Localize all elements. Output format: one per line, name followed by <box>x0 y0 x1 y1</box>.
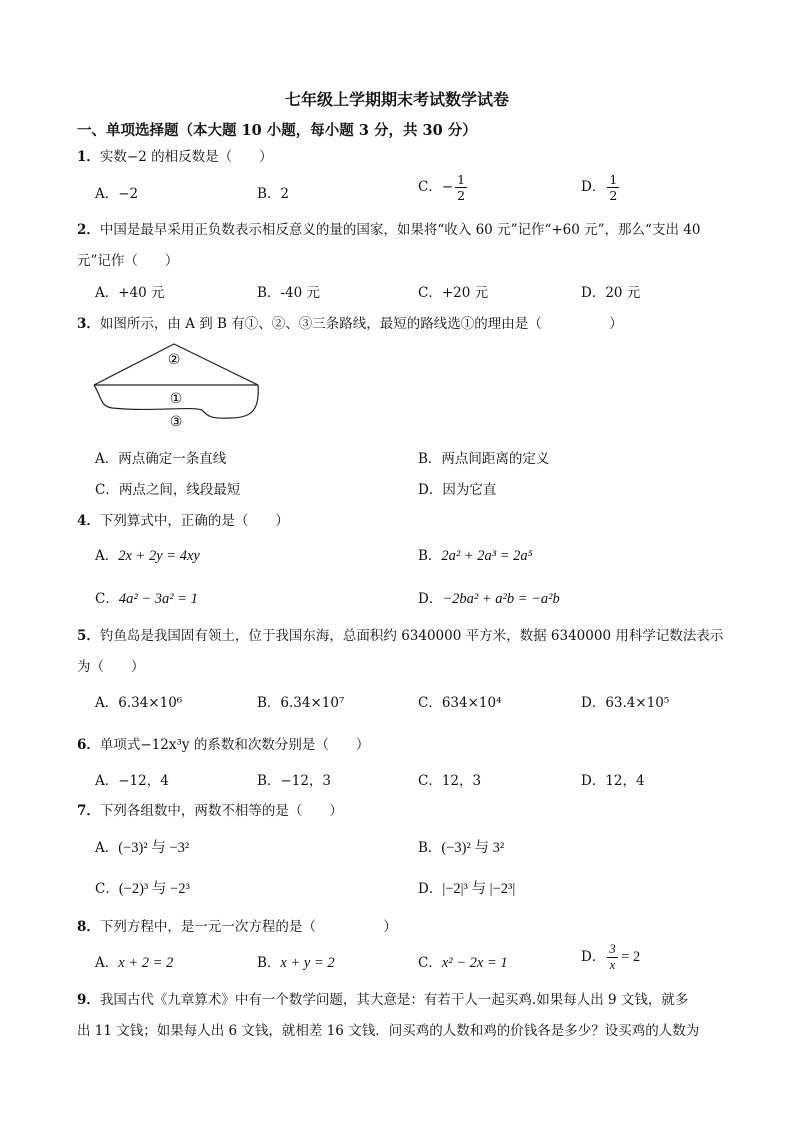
option-b[interactable] <box>418 836 504 857</box>
question-number: 3． <box>77 316 100 332</box>
option-text: 63.4×10⁵ <box>605 695 670 711</box>
question-stem: 钓鱼岛是我国固有领土，位于我国东海，总面积约 6340000 平方米，数据 6340000 用科学记数法表示 <box>99 628 724 644</box>
question-4 <box>77 509 289 529</box>
option-a[interactable] <box>95 951 173 972</box>
option-b[interactable] <box>257 281 320 301</box>
option-d[interactable] <box>418 877 515 898</box>
option-text: 6.34×10⁷ <box>280 695 345 711</box>
option-text: −2 <box>118 186 139 202</box>
option-letter: C． <box>418 773 442 789</box>
option-text: 两点确定一条直线 <box>118 451 227 467</box>
option-b[interactable] <box>418 447 549 467</box>
option-text: 12，3 <box>441 773 482 789</box>
question-1 <box>77 145 273 165</box>
option-d[interactable] <box>581 942 640 973</box>
option-b[interactable] <box>257 769 331 789</box>
option-b[interactable] <box>257 691 344 711</box>
option-formula: |−2|³ 与 |−2³| <box>442 881 516 897</box>
option-letter: D． <box>418 591 443 607</box>
option-c[interactable] <box>95 877 190 898</box>
option-text: -40 元 <box>280 285 320 301</box>
option-sign: − <box>441 179 454 195</box>
question-stem: 下列各组数中，两数不相等的是（ ） <box>99 803 343 819</box>
option-a[interactable] <box>95 281 165 301</box>
option-text: 两点间距离的定义 <box>441 451 550 467</box>
option-formula: 2a² + 2a³ = 2a⁵ <box>441 548 533 564</box>
option-letter: C． <box>418 695 442 711</box>
fraction-numerator: 1 <box>457 172 466 187</box>
option-c[interactable] <box>418 769 481 789</box>
option-c[interactable] <box>418 951 508 972</box>
option-text: 2 <box>280 186 290 202</box>
option-a[interactable] <box>95 182 138 202</box>
option-letter: B． <box>418 451 442 467</box>
question-stem: 如图所示，由 A 到 B 有①、②、③三条路线，最短的路线选①的理由是（ ） <box>99 316 623 332</box>
option-b[interactable] <box>257 951 335 972</box>
option-d[interactable] <box>581 769 645 789</box>
option-letter: A． <box>95 285 119 301</box>
option-text: 6.34×10⁶ <box>118 695 183 711</box>
option-d[interactable] <box>418 478 496 498</box>
option-letter: B． <box>257 285 281 301</box>
option-formula: −2ba² + a²b = −a²b <box>442 591 560 607</box>
option-letter: C． <box>418 285 442 301</box>
question-stem: 下列算式中，正确的是（ ） <box>99 513 289 529</box>
option-letter: D． <box>581 179 606 195</box>
question-8 <box>77 915 397 935</box>
question-7 <box>77 799 343 819</box>
option-c[interactable] <box>418 691 502 711</box>
option-letter: A． <box>95 695 119 711</box>
option-formula: (−2)³ 与 −2³ <box>118 881 190 897</box>
option-a[interactable] <box>95 447 226 467</box>
option-formula: (−3)² 与 −3² <box>118 840 190 856</box>
question-6 <box>77 733 369 753</box>
option-b[interactable] <box>257 182 289 202</box>
option-formula: 4a² − 3a² = 1 <box>118 591 198 607</box>
option-letter: B． <box>257 186 281 202</box>
fraction <box>607 172 619 203</box>
option-text: +20 元 <box>441 285 489 301</box>
route-1-label: ① <box>169 391 183 407</box>
option-letter: A． <box>95 840 119 856</box>
option-a[interactable] <box>95 836 189 857</box>
option-letter: A． <box>95 955 119 971</box>
option-d[interactable] <box>418 587 560 608</box>
option-text: −12，3 <box>280 773 332 789</box>
fraction-denominator: 2 <box>457 188 466 203</box>
question-stem: 实数−2 的相反数是（ ） <box>99 149 273 165</box>
option-letter: D． <box>581 949 606 965</box>
section-heading: 一、单项选择题（本大题 10 小题，每小题 3 分，共 30 分） <box>77 122 477 139</box>
option-letter: B． <box>418 840 442 856</box>
option-formula: 2x + 2y = 4xy <box>118 548 200 564</box>
option-letter: C． <box>95 482 119 498</box>
option-text: 两点之间，线段最短 <box>118 482 241 498</box>
option-formula: (−3)² 与 3² <box>441 840 505 856</box>
question-stem: 我国古代《九章算术》中有一个数学问题，其大意是：有若干人一起买鸡.如果每人出 9 文钱，就多 <box>99 992 689 1008</box>
option-letter: A． <box>95 548 119 564</box>
question-stem: 中国是最早采用正负数表示相反意义的量的国家，如果将“收入 60 元”记作“+60 元”，那么“支出 40 <box>99 222 701 238</box>
question-number: 7． <box>77 803 100 819</box>
question-number: 6． <box>77 737 100 753</box>
option-c[interactable] <box>418 281 488 301</box>
option-letter: A． <box>95 773 119 789</box>
option-letter: D． <box>581 773 606 789</box>
option-letter: A． <box>95 451 119 467</box>
option-letter: B． <box>418 548 442 564</box>
fraction-numerator: 3 <box>609 942 616 956</box>
option-letter: B． <box>257 955 281 971</box>
option-formula: x + y = 2 <box>280 955 335 971</box>
option-formula: x² − 2x = 1 <box>441 955 508 971</box>
option-text: 20 元 <box>605 285 641 301</box>
option-text: +40 元 <box>118 285 165 301</box>
question-number: 1． <box>77 149 100 165</box>
option-formula: x + 2 = 2 <box>118 955 174 971</box>
option-letter: C． <box>95 881 119 897</box>
question-stem-continued: 出 11 文钱；如果每人出 6 文钱，就相差 16 文钱．问买鸡的人数和鸡的价钱各是多少？设买鸡的人数为 <box>77 1023 700 1039</box>
question-number: 9． <box>77 992 100 1008</box>
page-title: 七年级上学期期末考试数学试卷 <box>284 90 509 109</box>
fraction-numerator: 1 <box>609 172 618 187</box>
fraction <box>455 172 467 203</box>
option-d[interactable] <box>581 691 669 711</box>
fraction <box>607 942 617 973</box>
route-diagram <box>90 340 270 435</box>
question-3 <box>77 312 623 332</box>
fraction-denominator: x <box>609 958 616 972</box>
question-number: 8． <box>77 919 100 935</box>
option-letter: D． <box>581 285 606 301</box>
option-formula: = 2 <box>617 949 641 965</box>
route-2-label: ② <box>167 352 181 368</box>
question-2 <box>77 218 700 238</box>
option-letter: C． <box>418 955 442 971</box>
question-9 <box>77 988 688 1008</box>
option-text: −12，4 <box>118 773 169 789</box>
option-text: 634×10⁴ <box>441 695 502 711</box>
option-text: 12，4 <box>605 773 645 789</box>
question-number: 5． <box>77 628 100 644</box>
option-letter: B． <box>257 695 281 711</box>
route-3-label: ③ <box>169 414 183 430</box>
option-letter: D． <box>418 881 443 897</box>
option-letter: C． <box>95 591 119 607</box>
option-a[interactable] <box>95 544 200 565</box>
option-d[interactable] <box>581 281 640 301</box>
question-5 <box>77 624 723 644</box>
option-c[interactable] <box>95 478 240 498</box>
option-a[interactable] <box>95 691 182 711</box>
question-stem-continued: 元”记作（ ） <box>77 253 179 269</box>
option-d[interactable] <box>581 172 619 203</box>
option-a[interactable] <box>95 769 169 789</box>
option-letter: B． <box>257 773 281 789</box>
question-number: 2． <box>77 222 100 238</box>
option-c[interactable] <box>418 172 467 203</box>
option-c[interactable] <box>95 587 198 608</box>
question-stem: 单项式−12x³y 的系数和次数分别是（ ） <box>99 737 370 753</box>
option-b[interactable] <box>418 544 533 565</box>
option-text: 因为它直 <box>442 482 497 498</box>
question-number: 4． <box>77 513 100 529</box>
fraction-denominator: 2 <box>609 188 618 203</box>
option-letter: D． <box>418 482 443 498</box>
option-letter: D． <box>581 695 606 711</box>
option-letter: A． <box>95 186 119 202</box>
option-letter: C． <box>418 179 442 195</box>
question-stem-continued: 为（ ） <box>77 659 145 675</box>
question-stem: 下列方程中，是一元一次方程的是（ ） <box>99 919 397 935</box>
